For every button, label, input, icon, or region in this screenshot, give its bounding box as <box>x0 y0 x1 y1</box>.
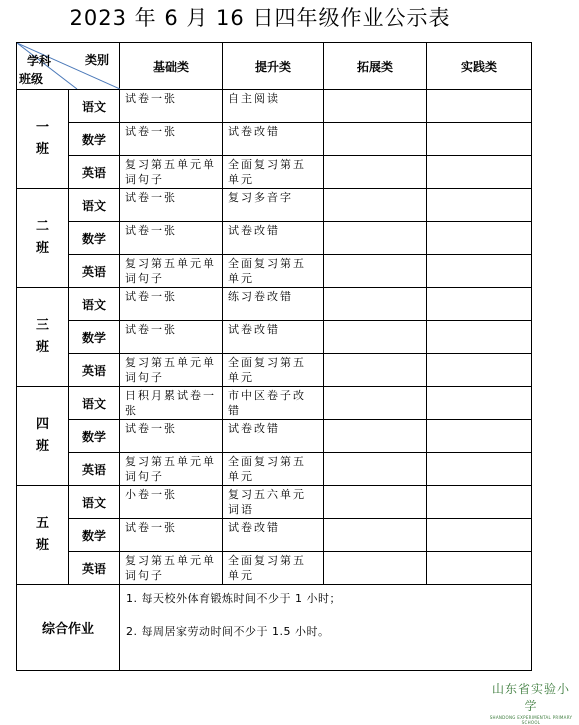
practice-cell <box>427 453 532 486</box>
improve-cell: 全面复习第五单元 <box>223 255 324 288</box>
basic-cell: 试卷一张 <box>120 123 223 156</box>
subject-cell: 英语 <box>69 552 120 585</box>
table-row <box>17 387 532 420</box>
class-label: 班级 <box>19 72 44 86</box>
basic-cell: 试卷一张 <box>120 420 223 453</box>
class-name-part: 五 <box>35 516 49 531</box>
extend-cell <box>324 90 427 123</box>
extend-cell <box>324 222 427 255</box>
basic-cell: 复习第五单元单词句子 <box>120 255 223 288</box>
practice-cell <box>427 90 532 123</box>
table-row <box>17 354 532 387</box>
extend-cell <box>324 354 427 387</box>
school-logo <box>486 680 576 725</box>
basic-cell: 试卷一张 <box>120 222 223 255</box>
basic-cell: 试卷一张 <box>120 288 223 321</box>
table-row <box>17 321 532 354</box>
table-row <box>17 156 532 189</box>
table-row <box>17 255 532 288</box>
practice-cell <box>427 354 532 387</box>
class-name-part: 班 <box>35 538 49 553</box>
improve-cell: 市中区卷子改错 <box>223 387 324 420</box>
basic-cell: 试卷一张 <box>120 90 223 123</box>
comprehensive-label: 综合作业 <box>17 585 120 671</box>
improve-cell: 试卷改错 <box>223 222 324 255</box>
practice-cell <box>427 123 532 156</box>
class-name-cell <box>17 486 69 585</box>
basic-cell: 复习第五单元单词句子 <box>120 453 223 486</box>
table-row <box>17 420 532 453</box>
comprehensive-item: 2. 每周居家劳动时间不少于 1.5 小时。 <box>126 625 330 638</box>
subject-cell: 英语 <box>69 255 120 288</box>
subject-cell: 英语 <box>69 156 120 189</box>
school-logo-name: 山东省实验小学 <box>491 682 570 713</box>
practice-cell <box>427 255 532 288</box>
subject-cell: 英语 <box>69 354 120 387</box>
subject-cell: 语文 <box>69 486 120 519</box>
basic-cell: 日积月累试卷一张 <box>120 387 223 420</box>
homework-table <box>16 42 532 671</box>
basic-cell: 复习第五单元单词句子 <box>120 156 223 189</box>
improve-cell: 复习五六单元词语 <box>223 486 324 519</box>
practice-cell <box>427 420 532 453</box>
basic-cell: 试卷一张 <box>120 519 223 552</box>
improve-cell: 全面复习第五单元 <box>223 156 324 189</box>
improve-cell: 试卷改错 <box>223 123 324 156</box>
improve-cell: 复习多音字 <box>223 189 324 222</box>
subject-cell: 数学 <box>69 321 120 354</box>
practice-cell <box>427 519 532 552</box>
practice-cell <box>427 288 532 321</box>
table-row <box>17 552 532 585</box>
practice-cell <box>427 222 532 255</box>
subject-cell: 数学 <box>69 519 120 552</box>
practice-cell <box>427 156 532 189</box>
extend-cell <box>324 123 427 156</box>
practice-cell <box>427 486 532 519</box>
col-header-basic: 基础类 <box>120 43 223 90</box>
diagonal-header-cell <box>17 43 120 90</box>
extend-cell <box>324 552 427 585</box>
category-label: 类别 <box>84 53 109 67</box>
subject-cell: 英语 <box>69 453 120 486</box>
table-row <box>17 90 532 123</box>
extend-cell <box>324 255 427 288</box>
comprehensive-item: 1. 每天校外体育锻炼时间不少于 1 小时； <box>126 592 341 605</box>
school-logo-name-en: SHANDONG EXPERIMENTAL PRIMARY SCHOOL <box>489 715 573 725</box>
page-title: 2023 年 6 月 16 日四年级作业公示表 <box>69 6 451 30</box>
table-row <box>17 519 532 552</box>
col-header-practice: 实践类 <box>427 43 532 90</box>
subject-cell: 数学 <box>69 123 120 156</box>
class-name-part: 一 <box>35 120 49 135</box>
extend-cell <box>324 420 427 453</box>
class-name-part: 三 <box>35 318 49 333</box>
subject-cell: 数学 <box>69 222 120 255</box>
extend-cell <box>324 453 427 486</box>
class-name-cell <box>17 90 69 189</box>
header-row <box>17 43 532 90</box>
basic-cell: 试卷一张 <box>120 321 223 354</box>
col-header-extend: 拓展类 <box>324 43 427 90</box>
practice-cell <box>427 189 532 222</box>
extend-cell <box>324 189 427 222</box>
comprehensive-row <box>17 585 532 671</box>
practice-cell <box>427 387 532 420</box>
extend-cell <box>324 519 427 552</box>
improve-cell: 试卷改错 <box>223 420 324 453</box>
subject-cell: 语文 <box>69 189 120 222</box>
subject-cell: 语文 <box>69 90 120 123</box>
basic-cell: 小卷一张 <box>120 486 223 519</box>
class-name-part: 班 <box>35 142 49 157</box>
subject-cell: 语文 <box>69 288 120 321</box>
class-name-cell <box>17 189 69 288</box>
col-header-improve: 提升类 <box>223 43 324 90</box>
improve-cell: 全面复习第五单元 <box>223 453 324 486</box>
comprehensive-content <box>120 585 532 671</box>
basic-cell: 复习第五单元单词句子 <box>120 354 223 387</box>
class-name-part: 班 <box>35 241 49 256</box>
subject-label: 学科 <box>27 54 52 68</box>
basic-cell: 复习第五单元单词句子 <box>120 552 223 585</box>
extend-cell <box>324 288 427 321</box>
practice-cell <box>427 552 532 585</box>
improve-cell: 试卷改错 <box>223 519 324 552</box>
table-row <box>17 288 532 321</box>
practice-cell <box>427 321 532 354</box>
improve-cell: 自主阅读 <box>223 90 324 123</box>
table-row <box>17 486 532 519</box>
basic-cell: 试卷一张 <box>120 189 223 222</box>
class-name-cell <box>17 387 69 486</box>
table-row <box>17 189 532 222</box>
extend-cell <box>324 387 427 420</box>
table-row <box>17 453 532 486</box>
table-row <box>17 222 532 255</box>
subject-cell: 数学 <box>69 420 120 453</box>
table-row <box>17 123 532 156</box>
improve-cell: 试卷改错 <box>223 321 324 354</box>
extend-cell <box>324 156 427 189</box>
class-name-part: 班 <box>35 439 49 454</box>
improve-cell: 练习卷改错 <box>223 288 324 321</box>
extend-cell <box>324 486 427 519</box>
class-name-part: 二 <box>35 219 49 234</box>
subject-cell: 语文 <box>69 387 120 420</box>
improve-cell: 全面复习第五单元 <box>223 354 324 387</box>
class-name-part: 班 <box>35 340 49 355</box>
class-name-part: 四 <box>35 417 49 432</box>
improve-cell: 全面复习第五单元 <box>223 552 324 585</box>
class-name-cell <box>17 288 69 387</box>
extend-cell <box>324 321 427 354</box>
